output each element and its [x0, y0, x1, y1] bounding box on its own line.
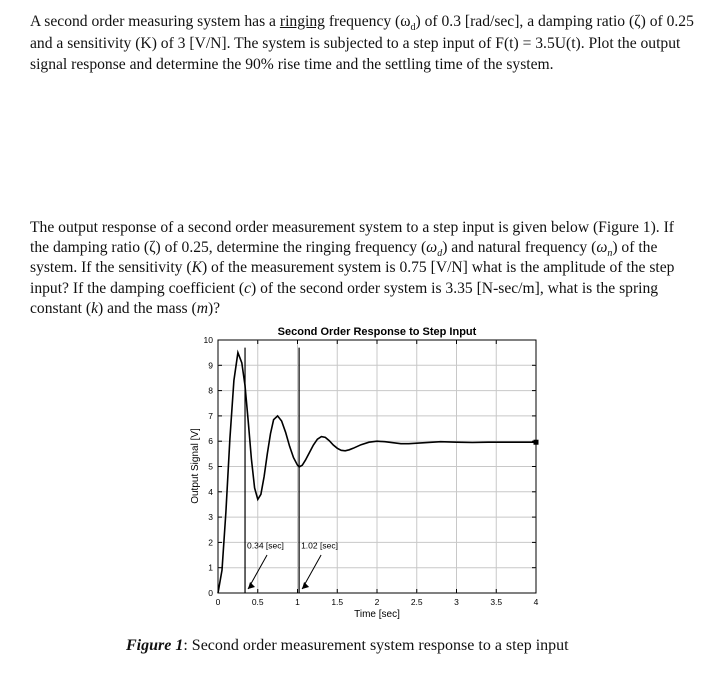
x-tick-label: 0.5 — [251, 597, 264, 607]
y-tick-label: 3 — [208, 512, 213, 523]
figure-caption — [126, 637, 569, 655]
problem-1-text: A second order measuring system has a ringing frequency $(\omega_d)$ of 0.3 [rad/sec], a damping ratio (ζ) of 0.25 and a sensitivity (K) of 3 [V/N]. The system is subjected to a step input of F(t) = 3.5U(t). Plot the output signal response and determine the 90% rise time and the settling time of the system. — [30, 13, 694, 73]
y-tick-label: 0 — [208, 588, 213, 598]
y-tick-label: 2 — [208, 537, 213, 548]
annotation-label: 1.02 [sec] — [301, 540, 338, 551]
problem-2-text: The output response of a second order measurement system to a step input is given below (Figure 1). If the damping ratio (ζ) of 0.25, determine the ringing frequency $(\omega_d)$ and natural frequency $(\omega_n)$ of the system. If the sensitivity (K) of the measurement system is 0.75 [V/N] what is the amplitude of the step input? If the damping coefficient (c) of the second order system is 3.35 [N-sec/m], what is the spring constant (k) and the mass (m)? — [30, 219, 675, 317]
chart-title: Second Order Response to Step Input — [277, 326, 477, 338]
x-tick-label: 4 — [533, 597, 539, 607]
x-tick-label: 1.5 — [331, 597, 344, 607]
x-axis-label: Time [sec] — [354, 609, 400, 620]
y-tick-label: 6 — [208, 436, 213, 447]
caption-label: Figure 1 — [126, 637, 184, 654]
y-tick-label: 8 — [208, 385, 213, 396]
caption-text: : Second order measurement system response to a step input — [183, 637, 569, 654]
x-tick-label: 0 — [215, 597, 221, 607]
x-tick-label: 1 — [295, 597, 300, 607]
y-tick-label: 9 — [208, 360, 213, 371]
x-tick-label: 2 — [374, 597, 380, 607]
y-tick-label: 4 — [208, 486, 213, 497]
x-tick-label: 3 — [454, 597, 459, 607]
x-tick-label: 3.5 — [490, 597, 503, 607]
y-tick-label: 7 — [208, 410, 213, 421]
y-tick-label: 1 — [208, 562, 213, 573]
y-axis-label: Output Signal [V] — [190, 428, 201, 504]
end-marker — [534, 440, 539, 445]
y-tick-label: 5 — [208, 461, 213, 472]
x-tick-label: 2.5 — [410, 597, 423, 607]
annotation-label: 0.34 [sec] — [247, 540, 284, 551]
y-tick-label: 10 — [203, 335, 213, 345]
ringing-word: ringing — [279, 13, 325, 30]
